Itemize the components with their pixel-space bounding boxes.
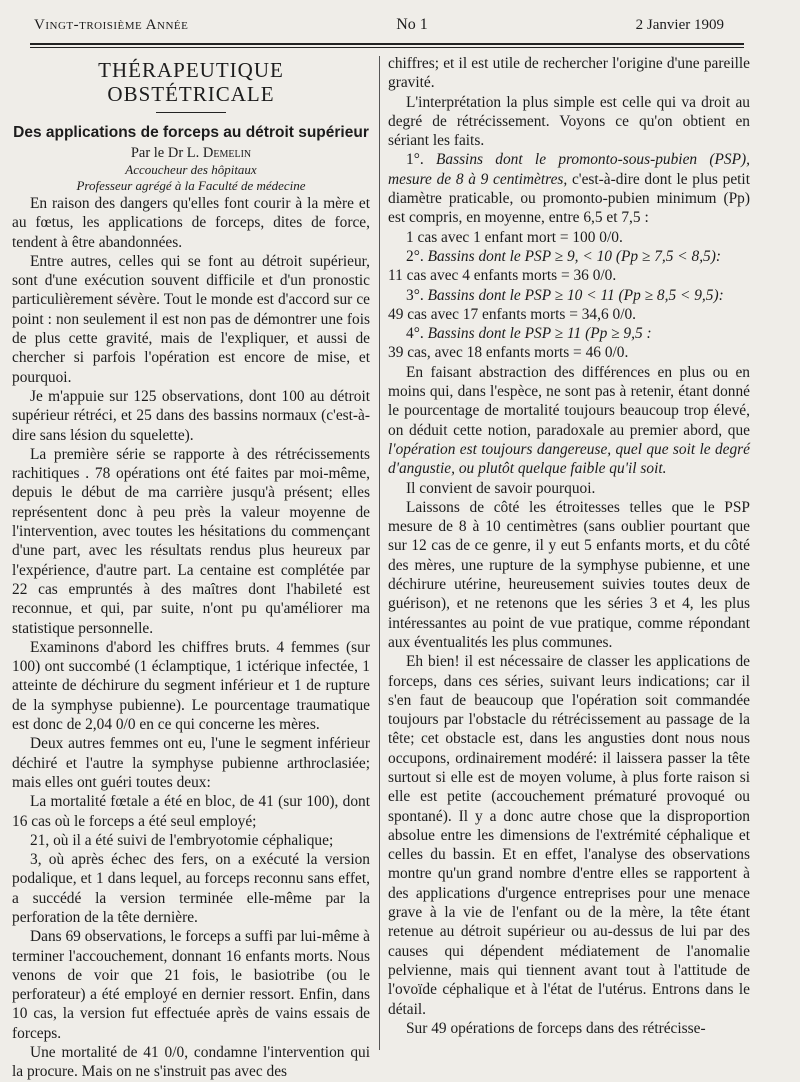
section-title: THÉRAPEUTIQUE OBSTÉTRICALE — [98, 58, 284, 106]
byline — [12, 145, 370, 162]
paragraph: La première série se rapporte à des rétrécissements rachitiques . 78 opérations ont été faites par moi-même, depuis le début de ma carrière jusqu'à présent; elles représentent donc à peu près la valeur moyenne de l'intervention, avec toutes les hésitations du commençant d'une part, avec les résultats rendus plus heureux par l'expérience, d'autre part. La centaine est complétée par 22 cas empruntés à des maîtres dont l'habileté est reconnue, et qui, par suite, n'ont pu qu'améliorer ma statistique personnelle. — [12, 445, 370, 637]
right-column — [388, 54, 750, 1058]
paragraph: 3, où après échec des fers, on a exécuté la version podalique, et 1 dans lequel, au forceps reconnu sans effet, a succédé la version terminée elle-même par la perforation de la tête dernière. — [12, 851, 370, 926]
column-divider — [379, 56, 380, 1050]
paragraph: Il convient de savoir pourquoi. — [406, 479, 596, 497]
author-name: L. Demelin — [186, 145, 252, 161]
paragraph-emphasis: l'opération est toujours dangereuse, quel que soit le degré d'angustie, ou plutôt quelque faible qu'il soit. — [388, 440, 750, 478]
issue-number: No 1 — [396, 16, 428, 33]
series-criterion: Bassins dont le promonto-sous-pubien (PSP), mesure de 8 à 9 centimètres, — [388, 151, 750, 188]
series-item — [388, 150, 750, 227]
left-column — [12, 54, 370, 1081]
paragraph: chiffres; et il est utile de rechercher l'origine d'une pareille gravité. — [388, 55, 750, 92]
series-item — [388, 247, 750, 266]
paragraph: Entre autres, celles qui se font au détroit supérieur, sont d'une exécution souvent difficile et d'un pronostic particulièrement sévère. Tout le monde est d'accord sur ce point : non seulement il est non pas de démontrer une fois de plus cette gravité, mais de l'expliquer, et aussi de chercher si parfois l'opération est encore de mise, et pourquoi. — [12, 252, 370, 386]
series-number: 4°. — [406, 325, 424, 343]
author-prefix: Par le Dr — [130, 145, 184, 161]
paragraph: 21, où il a été suivi de l'embryotomie céphalique; — [30, 831, 334, 849]
series-item — [388, 324, 750, 343]
paragraph: En raison des dangers qu'elles font courir à la mère et au fœtus, les applications de forceps, dites de force, tendent à être abandonnées. — [12, 195, 370, 251]
paragraph: Eh bien! il est nécessaire de classer les applications de forceps, dans ces séries, suivant leurs indications; car il s'en faut de beaucoup que l'opération soit commandée toujours par l'obstacle du rétrécissement au passage de la tête; cet obstacle est, dans les angusties dont nous nous occupons, ordinairement modéré: il laissera passer la tête surtout si elle est de moyen volume, à plus forte raison si elle est petite (accouchement prématuré provoqué ou spontané). Il y a donc autre chose que la disproportion absolue entre les dimensions de l'extrémité céphalique et celles du bassin. Et en effet, l'analyse des observations montre qu'un grand nombre d'entre elles se rapportent à des applications d'urgence entreprises pour une menace grave à la vie de l'enfant ou de la mère, la tête étant retenue au détroit supérieur ou au-dessus de lui par des causes qui dépendent médiatement de l'anomalie pelvienne, mais qui tiennent avant tout à l'attitude de l'ovoïde céphalique et à l'état de l'utérus. Entrons dans le détail. — [388, 653, 750, 1018]
series-result: 1 cas avec 1 enfant mort = 100 0/0. — [406, 228, 623, 246]
paragraph: L'interprétation la plus simple est celle qui va droit au degré de rétrécissement. Voyons ce qu'on obtient en sériant les faits. — [388, 93, 750, 150]
series-result: 39 cas, avec 18 enfants morts = 46 0/0. — [388, 344, 629, 362]
author-affiliation-2: Professeur agrégé à la Faculté de médecine — [76, 178, 306, 193]
series-item — [388, 286, 750, 305]
volume-label: Vingt-troisième Année — [34, 17, 189, 33]
paragraph: Une mortalité de 41 0/0, condamne l'intervention qui la procure. Mais on ne s'instruit pas avec des — [12, 1044, 370, 1081]
header-rule — [30, 43, 744, 48]
series-criterion: Bassins dont le PSP ≥ 11 (Pp ≥ 9,5 : — [427, 325, 652, 343]
running-head — [34, 16, 724, 38]
series-number: 2°. — [406, 247, 424, 265]
series-result: 49 cas avec 17 enfants morts = 34,6 0/0. — [388, 305, 637, 323]
paragraph: Deux autres femmes ont eu, l'une le segment inférieur déchiré et l'autre la symphyse pubienne arthroclasiée; mais elles ont guéri toutes deux: — [12, 735, 370, 791]
author-affiliation-1: Accoucheur des hôpitaux — [125, 162, 257, 177]
paragraph-text: En faisant abstraction des différences en plus ou en moins qui, dans l'espèce, ne sont pas à retenir, étant donné le pourcentage de mortalité toujours beaucoup trop élevé, on déduit cette notion, paradoxale au premier abord, que — [388, 363, 750, 439]
paragraph: Examinons d'abord les chiffres bruts. 4 femmes (sur 100) ont succombé (1 éclamptique, 1 ictérique infectée, 1 atteinte de déchirure du segment inférieur et 1 de rupture de la symphyse pubienne). Le pourcentage traumatique est donc de 2,04 0/0 en ce qui concerne les mères. — [12, 638, 370, 734]
paragraph: Dans 69 observations, le forceps a suffi par lui-même à terminer l'accouchement, donnant 16 enfants morts. Nous venons de voir que 21 fois, le basiotribe (ou le perforateur) a été employé en dernier ressort. Enfin, dans 10 cas, la version fut effectuée après de vains essais de forceps. — [12, 928, 370, 1042]
article-title: Des applications de forceps au détroit supérieur — [13, 124, 369, 141]
series-result: 11 cas avec 4 enfants morts = 36 0/0. — [388, 267, 617, 285]
paragraph: Laissons de côté les étroitesses telles que le PSP mesure de 8 à 10 centimètres (sans oublier pourtant que sur 12 cas de ce genre, il y eut 5 enfants morts, et du côté des mères, une rupture de la symphyse pubienne, et une déchirure utérine, heureusement suivies toutes deux de guérison), et ne retenons que les séries 3 et 4, les plus intéressantes au point de vue pratique, comme répondant aux éventualités les plus communes. — [388, 498, 750, 651]
series-criterion: Bassins dont le PSP ≥ 9, < 10 (Pp ≥ 7,5 < 8,5): — [427, 247, 722, 265]
paragraph: Sur 49 opérations de forceps dans des rétrécisse- — [406, 1019, 706, 1037]
paragraph: La mortalité fœtale a été en bloc, de 41 (sur 100), dont 16 cas où le forceps a été seul employé; — [12, 793, 370, 830]
section-rule — [156, 112, 226, 113]
paragraph: Je m'appuie sur 125 observations, dont 100 au détroit supérieur rétréci, et 25 dans des bassins normaux (c'est-à-dire sans lésion du squelette). — [12, 387, 370, 444]
paragraph — [388, 363, 750, 479]
series-description: c'est-à-dire dont le plus petit diamètre praticable, ou promonto-pubien minimum (Pp) est compris, en moyenne, entre 6,5 et 7,5 : — [388, 170, 750, 227]
series-number: 1°. — [406, 151, 424, 169]
series-number: 3°. — [406, 286, 424, 304]
issue-date: 2 Janvier 1909 — [635, 17, 724, 33]
series-criterion: Bassins dont le PSP ≥ 10 < 11 (Pp ≥ 8,5 < 9,5): — [427, 286, 724, 304]
